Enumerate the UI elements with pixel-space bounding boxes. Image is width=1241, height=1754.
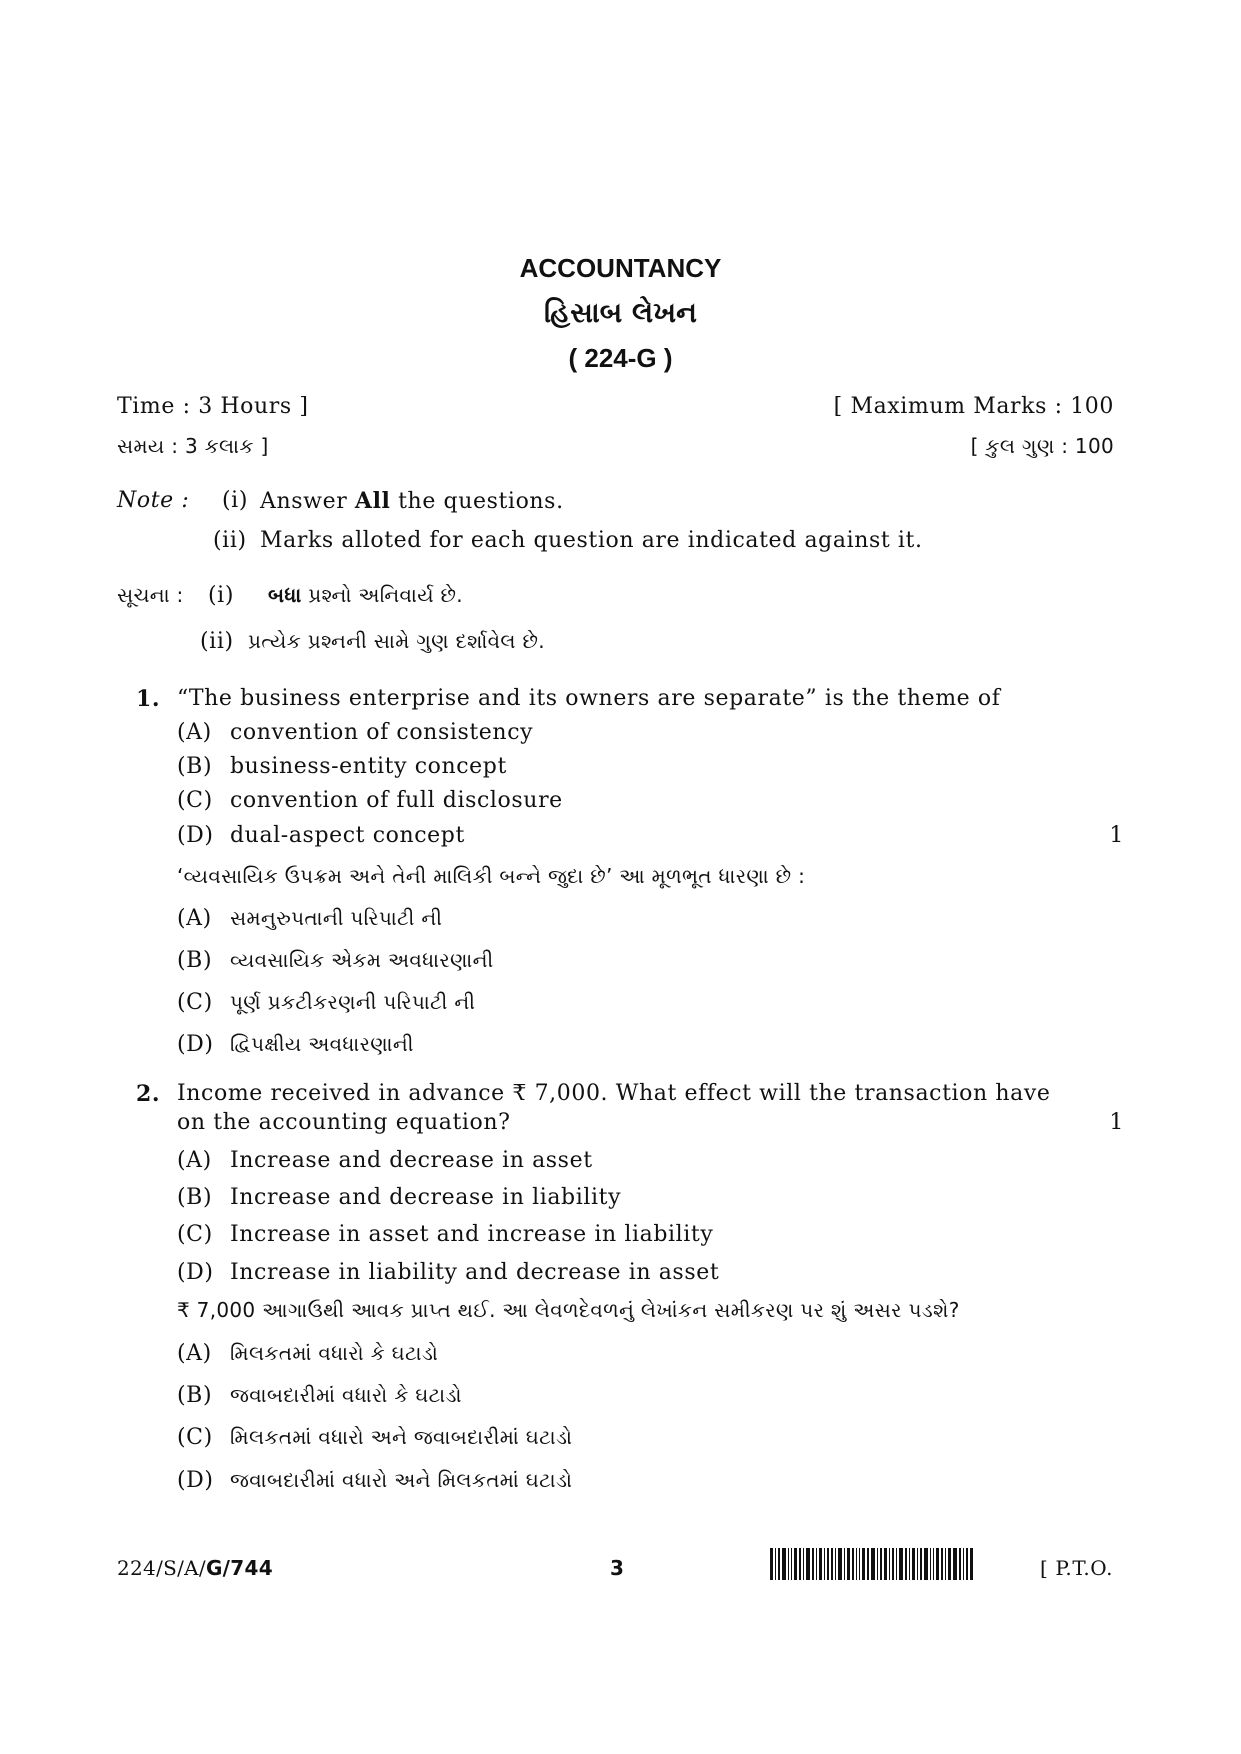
question-2-number: 2. (136, 1081, 161, 1107)
max-marks-gujarati: [ કુલ ગુણ : 100 (970, 434, 1114, 458)
q2-gu-option-c-label: (C) (177, 1425, 213, 1450)
sucna-i-bold: બધા (268, 583, 302, 607)
note-ii-number: (ii) (213, 528, 247, 553)
time-gujarati: સમય : 3 કલાક ] (117, 434, 269, 458)
pto-text: [ P.T.O. (1040, 1556, 1114, 1580)
q2-option-d-label: (D) (177, 1260, 214, 1285)
question-2-text-line2: on the accounting equation? (177, 1110, 511, 1135)
q2-gu-option-c: મિલકતમાં વધારો અને જવાબદારીમાં ઘટાડો (230, 1425, 573, 1449)
time-english: Time : 3 Hours ] (117, 394, 309, 419)
sucna-ii-number: (ii) (200, 629, 234, 654)
question-1-text: “The business enterprise and its owners are separate” is the theme of (177, 686, 1001, 711)
q2-gu-option-b-label: (B) (177, 1383, 213, 1408)
q2-option-a-label: (A) (177, 1148, 212, 1173)
sucna-i-number: (i) (208, 583, 235, 608)
max-marks-english: [ Maximum Marks : 100 (833, 394, 1114, 419)
note-i-text-end: the questions. (390, 489, 564, 514)
q1-option-c-label: (C) (177, 788, 213, 813)
q2-marks: 1 (1109, 1110, 1124, 1135)
sucna-i-text: પ્રશ્નો અનિવાર્ય છે. (308, 583, 463, 607)
question-1-number: 1. (136, 686, 161, 712)
note-i-number: (i) (222, 488, 249, 513)
q1-option-b-label: (B) (177, 754, 213, 779)
q1-option-d: dual-aspect concept (230, 823, 465, 848)
paper-title-gujarati: હિસાબ લેખન (543, 296, 698, 329)
q1-option-d-label: (D) (177, 823, 214, 848)
q1-option-c: convention of full disclosure (230, 788, 563, 813)
note-ii: Marks alloted for each question are indicated against it. (260, 528, 923, 553)
q1-gu-option-a: સમનુરુપતાની પરિપાટી ની (230, 906, 443, 930)
note-i-text-start: Answer (260, 489, 355, 514)
q2-gu-option-a-label: (A) (177, 1341, 212, 1366)
question-2-text-line1: Income received in advance ₹ 7,000. What effect will the transaction have (177, 1081, 1051, 1106)
paper-code-prefix: 224/S/A/ (117, 1556, 206, 1580)
q1-gu-option-b-label: (B) (177, 948, 213, 973)
sucna-i (268, 583, 463, 607)
q1-gu-option-d: દ્વિપક્ષીય અવધારણાની (230, 1032, 414, 1056)
note-i-bold: All (354, 488, 391, 514)
q1-gu-option-d-label: (D) (177, 1032, 214, 1057)
question-1-gujarati: ‘વ્યવસાયિક ઉપક્રમ અને તેની માલિકી બન્ને જુદા છે’ આ મૂળભૂત ધારણા છે : (177, 864, 806, 888)
sucna-label: સૂચના : (117, 583, 184, 607)
q1-gu-option-c-label: (C) (177, 990, 213, 1015)
paper-code: ( 224-G ) (568, 343, 673, 373)
q1-option-a-label: (A) (177, 720, 212, 745)
q1-gu-option-b: વ્યવસાયિક એકમ અવધારણાની (230, 948, 494, 972)
q1-gu-option-c: પૂર્ણ પ્રકટીકરણની પરિપાટી ની (230, 990, 476, 1014)
q2-option-b: Increase and decrease in liability (230, 1185, 622, 1210)
paper-code-bold: G/744 (205, 1556, 273, 1580)
q1-option-a: convention of consistency (230, 720, 534, 745)
paper-title: ACCOUNTANCY (519, 253, 722, 283)
page-number: 3 (610, 1556, 624, 1580)
barcode-icon (770, 1548, 1030, 1580)
q2-option-a: Increase and decrease in asset (230, 1148, 593, 1173)
q1-marks: 1 (1109, 823, 1124, 848)
paper-code-footer (117, 1556, 273, 1580)
q2-gu-option-d: જવાબદારીમાં વધારો અને મિલકતમાં ઘટાડો (230, 1468, 573, 1492)
q2-gu-option-b: જવાબદારીમાં વધારો કે ઘટાડો (230, 1383, 462, 1407)
q1-gu-option-a-label: (A) (177, 906, 212, 931)
q1-option-b: business-entity concept (230, 754, 507, 779)
q2-option-d: Increase in liability and decrease in asset (230, 1260, 720, 1285)
question-2-gujarati: ₹ 7,000 આગાઉથી આવક પ્રાપ્ત થઈ. આ લેવળદેવળનું લેખાંકન સમીકરણ પર શું અસર પડશે? (177, 1298, 960, 1322)
q2-gu-option-a: મિલકતમાં વધારો કે ઘટાડો (230, 1341, 439, 1365)
note-label: Note : (117, 488, 190, 513)
note-i (260, 488, 564, 514)
sucna-ii: પ્રત્યેક પ્રશ્નની સામે ગુણ દર્શાવેલ છે. (248, 629, 545, 653)
q2-option-c: Increase in asset and increase in liability (230, 1222, 714, 1247)
q2-gu-option-d-label: (D) (177, 1468, 214, 1493)
q2-option-b-label: (B) (177, 1185, 213, 1210)
q2-option-c-label: (C) (177, 1222, 213, 1247)
